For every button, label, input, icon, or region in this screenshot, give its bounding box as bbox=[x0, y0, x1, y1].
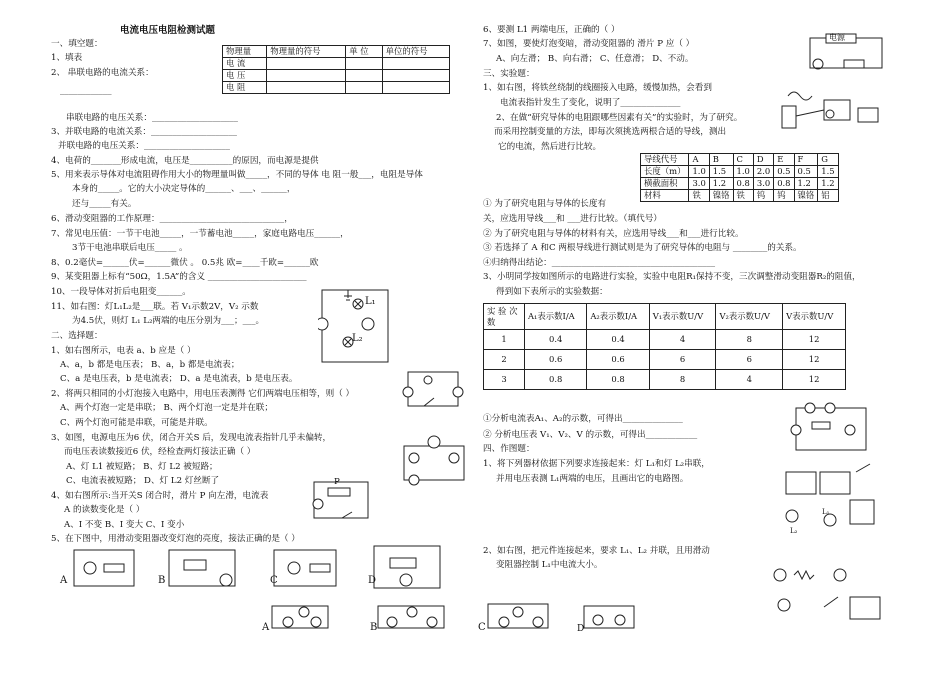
wire-table bbox=[640, 153, 839, 202]
table-cell: 0.5 bbox=[794, 166, 818, 178]
question-line: 4、电荷的_______形成电流，电压是__________的原因，而电源是提供 bbox=[51, 156, 319, 166]
table-cell: 1.0 bbox=[733, 166, 753, 178]
table-cell: 2 bbox=[484, 350, 525, 370]
table-row bbox=[223, 58, 450, 70]
table-row bbox=[641, 190, 839, 202]
table-cell: C bbox=[733, 154, 753, 166]
table-header: A₁表示数I/A bbox=[525, 304, 587, 330]
option-label: D bbox=[577, 624, 585, 634]
circuit-power-slider bbox=[800, 30, 890, 75]
circuit-diagram-choice4 bbox=[308, 474, 374, 522]
table-cell: 6 bbox=[716, 350, 783, 370]
quantity-table bbox=[222, 45, 450, 94]
question-line: A 的读数变化是（ ） bbox=[64, 505, 145, 515]
label-p: P bbox=[334, 477, 340, 487]
question-line: 9、某变阻器上标有“50Ω，1.5A”的含义 _______________________ bbox=[51, 272, 307, 282]
table-cell: 0.8 bbox=[774, 178, 794, 190]
label-l1-small: L₁ bbox=[822, 508, 830, 516]
table-header: 材料 bbox=[641, 190, 689, 202]
option-line: C、电流表被短路； D、灯 L2 灯丝断了 bbox=[66, 476, 220, 486]
table-row bbox=[484, 330, 846, 350]
table-header: A₂表示数I/A bbox=[587, 304, 649, 330]
experiment-table bbox=[483, 303, 846, 390]
table-cell: 1.2 bbox=[818, 178, 838, 190]
table-cell: 3.0 bbox=[689, 178, 709, 190]
table-cell: 12 bbox=[783, 370, 846, 390]
question-line: 5、用来表示导体对电流阻碍作用大小的物理量叫做_____，不同的导体 电 阻一般___，电阻是导体 bbox=[51, 170, 423, 180]
question-line: 1、将下列器材依据下列要求连接起来：灯 L₁和灯 L₂串联， bbox=[483, 459, 710, 469]
table-cell: 0.4 bbox=[525, 330, 587, 350]
option-line: C、a 是电压表，b 是电流表； D、a 是电流表，b 是电压表。 bbox=[60, 374, 298, 384]
table-cell: 0.8 bbox=[733, 178, 753, 190]
circuit-diagram-choice1 bbox=[400, 366, 464, 412]
table-cell: 2.0 bbox=[753, 166, 773, 178]
table-cell: 6 bbox=[649, 350, 716, 370]
question-line: 11、如右图：灯L₁L₂是___联。若 V₁示数2V，V₂ 示数 bbox=[51, 302, 259, 312]
label-power: 电源 bbox=[829, 33, 845, 42]
table-header: 单 位 bbox=[346, 46, 382, 58]
question-line: 电流表指针发生了变化，说明了______________ bbox=[500, 98, 681, 108]
question-line: ② 为了研究电阻与导体的材料有关，应选用导线___和___进行比较。 bbox=[483, 229, 744, 239]
table-cell: 1.0 bbox=[689, 166, 709, 178]
circuit-options-q5 bbox=[64, 540, 448, 596]
table-cell: 1.5 bbox=[818, 166, 838, 178]
table-cell: F bbox=[794, 154, 818, 166]
table-cell: 铝 bbox=[818, 190, 838, 202]
table-cell: 1.2 bbox=[794, 178, 818, 190]
question-line: ④归纳得出结论：______________________________________ bbox=[483, 258, 716, 268]
question-line: 本身的_____。它的大小决定导体的______、___、______， bbox=[72, 184, 296, 194]
circuit-diagram-choice3 bbox=[398, 432, 470, 490]
option-line: A、a，b 都是电压表； B、a，b 都是电流表； bbox=[60, 360, 240, 370]
option-label: B bbox=[370, 622, 378, 633]
section-heading: 四、作图题： bbox=[483, 444, 535, 454]
table-cell: 0.4 bbox=[587, 330, 649, 350]
coil-heating-apparatus bbox=[778, 76, 898, 146]
option-label: B bbox=[158, 575, 166, 586]
question-line: 6、滑动变阻器的工作原理：_____________________________， bbox=[51, 214, 293, 224]
question-line: 为4.5伏，则灯 L₁ L₂两端的电压分别为___；___。 bbox=[72, 316, 265, 326]
question-line: ____________ bbox=[60, 86, 112, 96]
question-line: 并联电路的电压关系：____________________ bbox=[58, 141, 230, 151]
question-line: 3、小明同学按如图所示的电路进行实验，实验中电阻R₁保持不变，三次调整滑动变阻器R₂的阻值， bbox=[483, 272, 861, 282]
table-cell: 8 bbox=[649, 370, 716, 390]
table-cell: 镍铬 bbox=[794, 190, 818, 202]
option-label: C bbox=[270, 575, 278, 586]
table-row bbox=[484, 370, 846, 390]
question-line: 1、如右图所示，电表 a、b 应是（ ） bbox=[51, 346, 196, 356]
circuit-diagram-q11 bbox=[318, 286, 394, 370]
question-line: 2、在做“研究导体的电阻跟哪些因素有关”的实验时，为了研究。 bbox=[496, 113, 743, 123]
table-cell: D bbox=[753, 154, 773, 166]
label-l2-small: L₂ bbox=[790, 527, 798, 535]
option-line: A、灯 L1 被短路； B、灯 L2 被短路； bbox=[66, 462, 218, 472]
section-heading: 二、选择题： bbox=[51, 331, 103, 341]
question-line: 5、在下图中，用滑动变阻器改变灯泡的亮度，接法正确的是（ ） bbox=[51, 534, 300, 544]
table-cell: 铁 bbox=[689, 190, 709, 202]
table-cell: 3.0 bbox=[753, 178, 773, 190]
question-line: 它的电流，然后进行比较。 bbox=[498, 142, 602, 152]
question-line: 3节干电池串联后电压_____ 。 bbox=[72, 243, 188, 253]
table-cell: 电 阻 bbox=[223, 82, 267, 94]
question-line: 3、并联电路的电流关系：____________________ bbox=[51, 127, 237, 137]
question-line: 2、 串联电路的电流关系： bbox=[51, 68, 154, 78]
question-line: 变阻器控制 L₁中电流大小。 bbox=[496, 560, 603, 570]
question-line: ② 分析电压表 V₁、V₂、V 的示数，可得出____________ bbox=[483, 430, 698, 440]
table-cell: 12 bbox=[783, 330, 846, 350]
option-line: A、两个灯泡一定是串联； B、两个灯泡一定是并在联； bbox=[60, 403, 273, 413]
question-line: 1、填表 bbox=[51, 53, 83, 63]
question-line: 串联电路的电压关系：____________________ bbox=[66, 113, 238, 123]
table-cell: 12 bbox=[783, 350, 846, 370]
question-line: 2、如右图，把元件连接起来，要求 L₁、L₂ 并联，且用滑动 bbox=[483, 546, 710, 556]
table-header: 导线代号 bbox=[641, 154, 689, 166]
table-cell: 钨 bbox=[774, 190, 794, 202]
table-header: 物理量的符号 bbox=[267, 46, 346, 58]
table-header: V₂表示数U/V bbox=[716, 304, 783, 330]
option-label: A bbox=[60, 575, 68, 586]
table-cell: E bbox=[774, 154, 794, 166]
option-label: C bbox=[478, 622, 486, 633]
table-header: V₁表示数U/V bbox=[649, 304, 716, 330]
question-line: ① 为了研究电阻与导体的长度有 bbox=[483, 199, 607, 209]
question-line: 10、一段导体对折后电阻变______。 bbox=[51, 287, 191, 297]
table-cell: 0.8 bbox=[525, 370, 587, 390]
question-line: 并用电压表测 L₁两端的电压，且画出它的电路图。 bbox=[496, 474, 689, 484]
table-cell: 0.6 bbox=[525, 350, 587, 370]
circuit-diagram-exp3 bbox=[790, 400, 880, 460]
table-cell: 3 bbox=[484, 370, 525, 390]
table-row bbox=[641, 154, 839, 166]
table-cell: 4 bbox=[716, 370, 783, 390]
table-row bbox=[641, 178, 839, 190]
section-heading: 一、填空题： bbox=[51, 39, 103, 49]
page-title: 电流电压电阻检测试题 bbox=[120, 25, 216, 36]
question-line: 而电压表读数接近6 伏，经检查两灯接法正确（ ） bbox=[64, 447, 256, 457]
table-cell: B bbox=[709, 154, 733, 166]
table-header: V表示数U/V bbox=[783, 304, 846, 330]
question-line: 还与_____有关。 bbox=[72, 199, 137, 209]
table-header: 实 验 次数 bbox=[484, 304, 525, 330]
option-line: A、向左滑； B、向右滑； C、任意滑； D、不动。 bbox=[496, 54, 694, 64]
table-header: 横截面积 bbox=[641, 178, 689, 190]
question-line: 2、将两只相同的小灯泡接入电路中，用电压表测得 它们两端电压相等，则（ ） bbox=[51, 389, 355, 399]
question-line: 6、要测 L1 两端电压，正确的（ ） bbox=[483, 25, 620, 35]
table-cell: G bbox=[818, 154, 838, 166]
table-cell: A bbox=[689, 154, 709, 166]
table-cell: 镍铬 bbox=[709, 190, 733, 202]
question-line: 8、0.2毫伏=______伏=______微伏 。 0.5兆 欧=____千欧=______欧 bbox=[51, 258, 319, 268]
question-line: 而采用控制变量的方法，即每次须挑选两根合适的导线，测出 bbox=[494, 127, 727, 137]
question-line: 7、常见电压值：一节干电池_____，一节蓄电池_____，家庭电路电压______， bbox=[51, 229, 349, 239]
question-line: 得到如下表所示的实验数据： bbox=[496, 287, 608, 297]
table-cell: 1.5 bbox=[709, 166, 733, 178]
question-line: 1、如右图，将铁丝绕制的线圈接入电路，缓慢加热，会看到 bbox=[483, 83, 712, 93]
option-line: A、I 不变 B、I 变大 C、I 变小 bbox=[64, 520, 185, 530]
table-header-row bbox=[484, 304, 846, 330]
question-line: 关，应选用导线___和 ___进行比较。（填代号） bbox=[483, 214, 662, 224]
table-cell: 铁 bbox=[733, 190, 753, 202]
question-line: 3、如图，电源电压为6 伏，闭合开关S 后，发现电流表指针几乎未偏转， bbox=[51, 433, 332, 443]
table-cell: 4 bbox=[649, 330, 716, 350]
table-header-row bbox=[223, 46, 450, 58]
table-row bbox=[223, 70, 450, 82]
question-line: 7、如图，要使灯泡变暗，滑动变阻器的 滑片 P 应（ ） bbox=[483, 39, 695, 49]
table-cell: 1.2 bbox=[709, 178, 733, 190]
table-header: 物理量 bbox=[223, 46, 267, 58]
components-drawing2 bbox=[770, 555, 890, 631]
option-label: A bbox=[262, 622, 270, 633]
table-row bbox=[641, 166, 839, 178]
label-l1: L₁ bbox=[365, 296, 376, 307]
question-line: ①分析电流表A₁、A₂的示数，可得出______________ bbox=[483, 414, 683, 424]
table-header: 长度（m） bbox=[641, 166, 689, 178]
table-row bbox=[223, 82, 450, 94]
option-label: D bbox=[368, 575, 377, 586]
table-cell: 0.8 bbox=[587, 370, 649, 390]
table-cell: 电 压 bbox=[223, 70, 267, 82]
table-cell: 1 bbox=[484, 330, 525, 350]
label-l2: L₂ bbox=[352, 333, 363, 344]
table-cell: 钨 bbox=[753, 190, 773, 202]
option-line: C、两个灯泡可能是串联，可能是并联。 bbox=[60, 418, 213, 428]
section-heading: 三、实验题： bbox=[483, 69, 535, 79]
question-line: 4、如右图所示:当开关S 闭合时，滑片 P 向左滑，电流表 bbox=[51, 491, 269, 501]
table-cell: 0.5 bbox=[774, 166, 794, 178]
table-row bbox=[484, 350, 846, 370]
table-cell: 0.6 bbox=[587, 350, 649, 370]
table-cell: 电 流 bbox=[223, 58, 267, 70]
question-line: ③ 若选择了 A 和C 两根导线进行测试则是为了研究导体的电阻与 ________的关系。 bbox=[483, 243, 802, 253]
table-header: 单位的符号 bbox=[382, 46, 449, 58]
table-cell: 8 bbox=[716, 330, 783, 350]
